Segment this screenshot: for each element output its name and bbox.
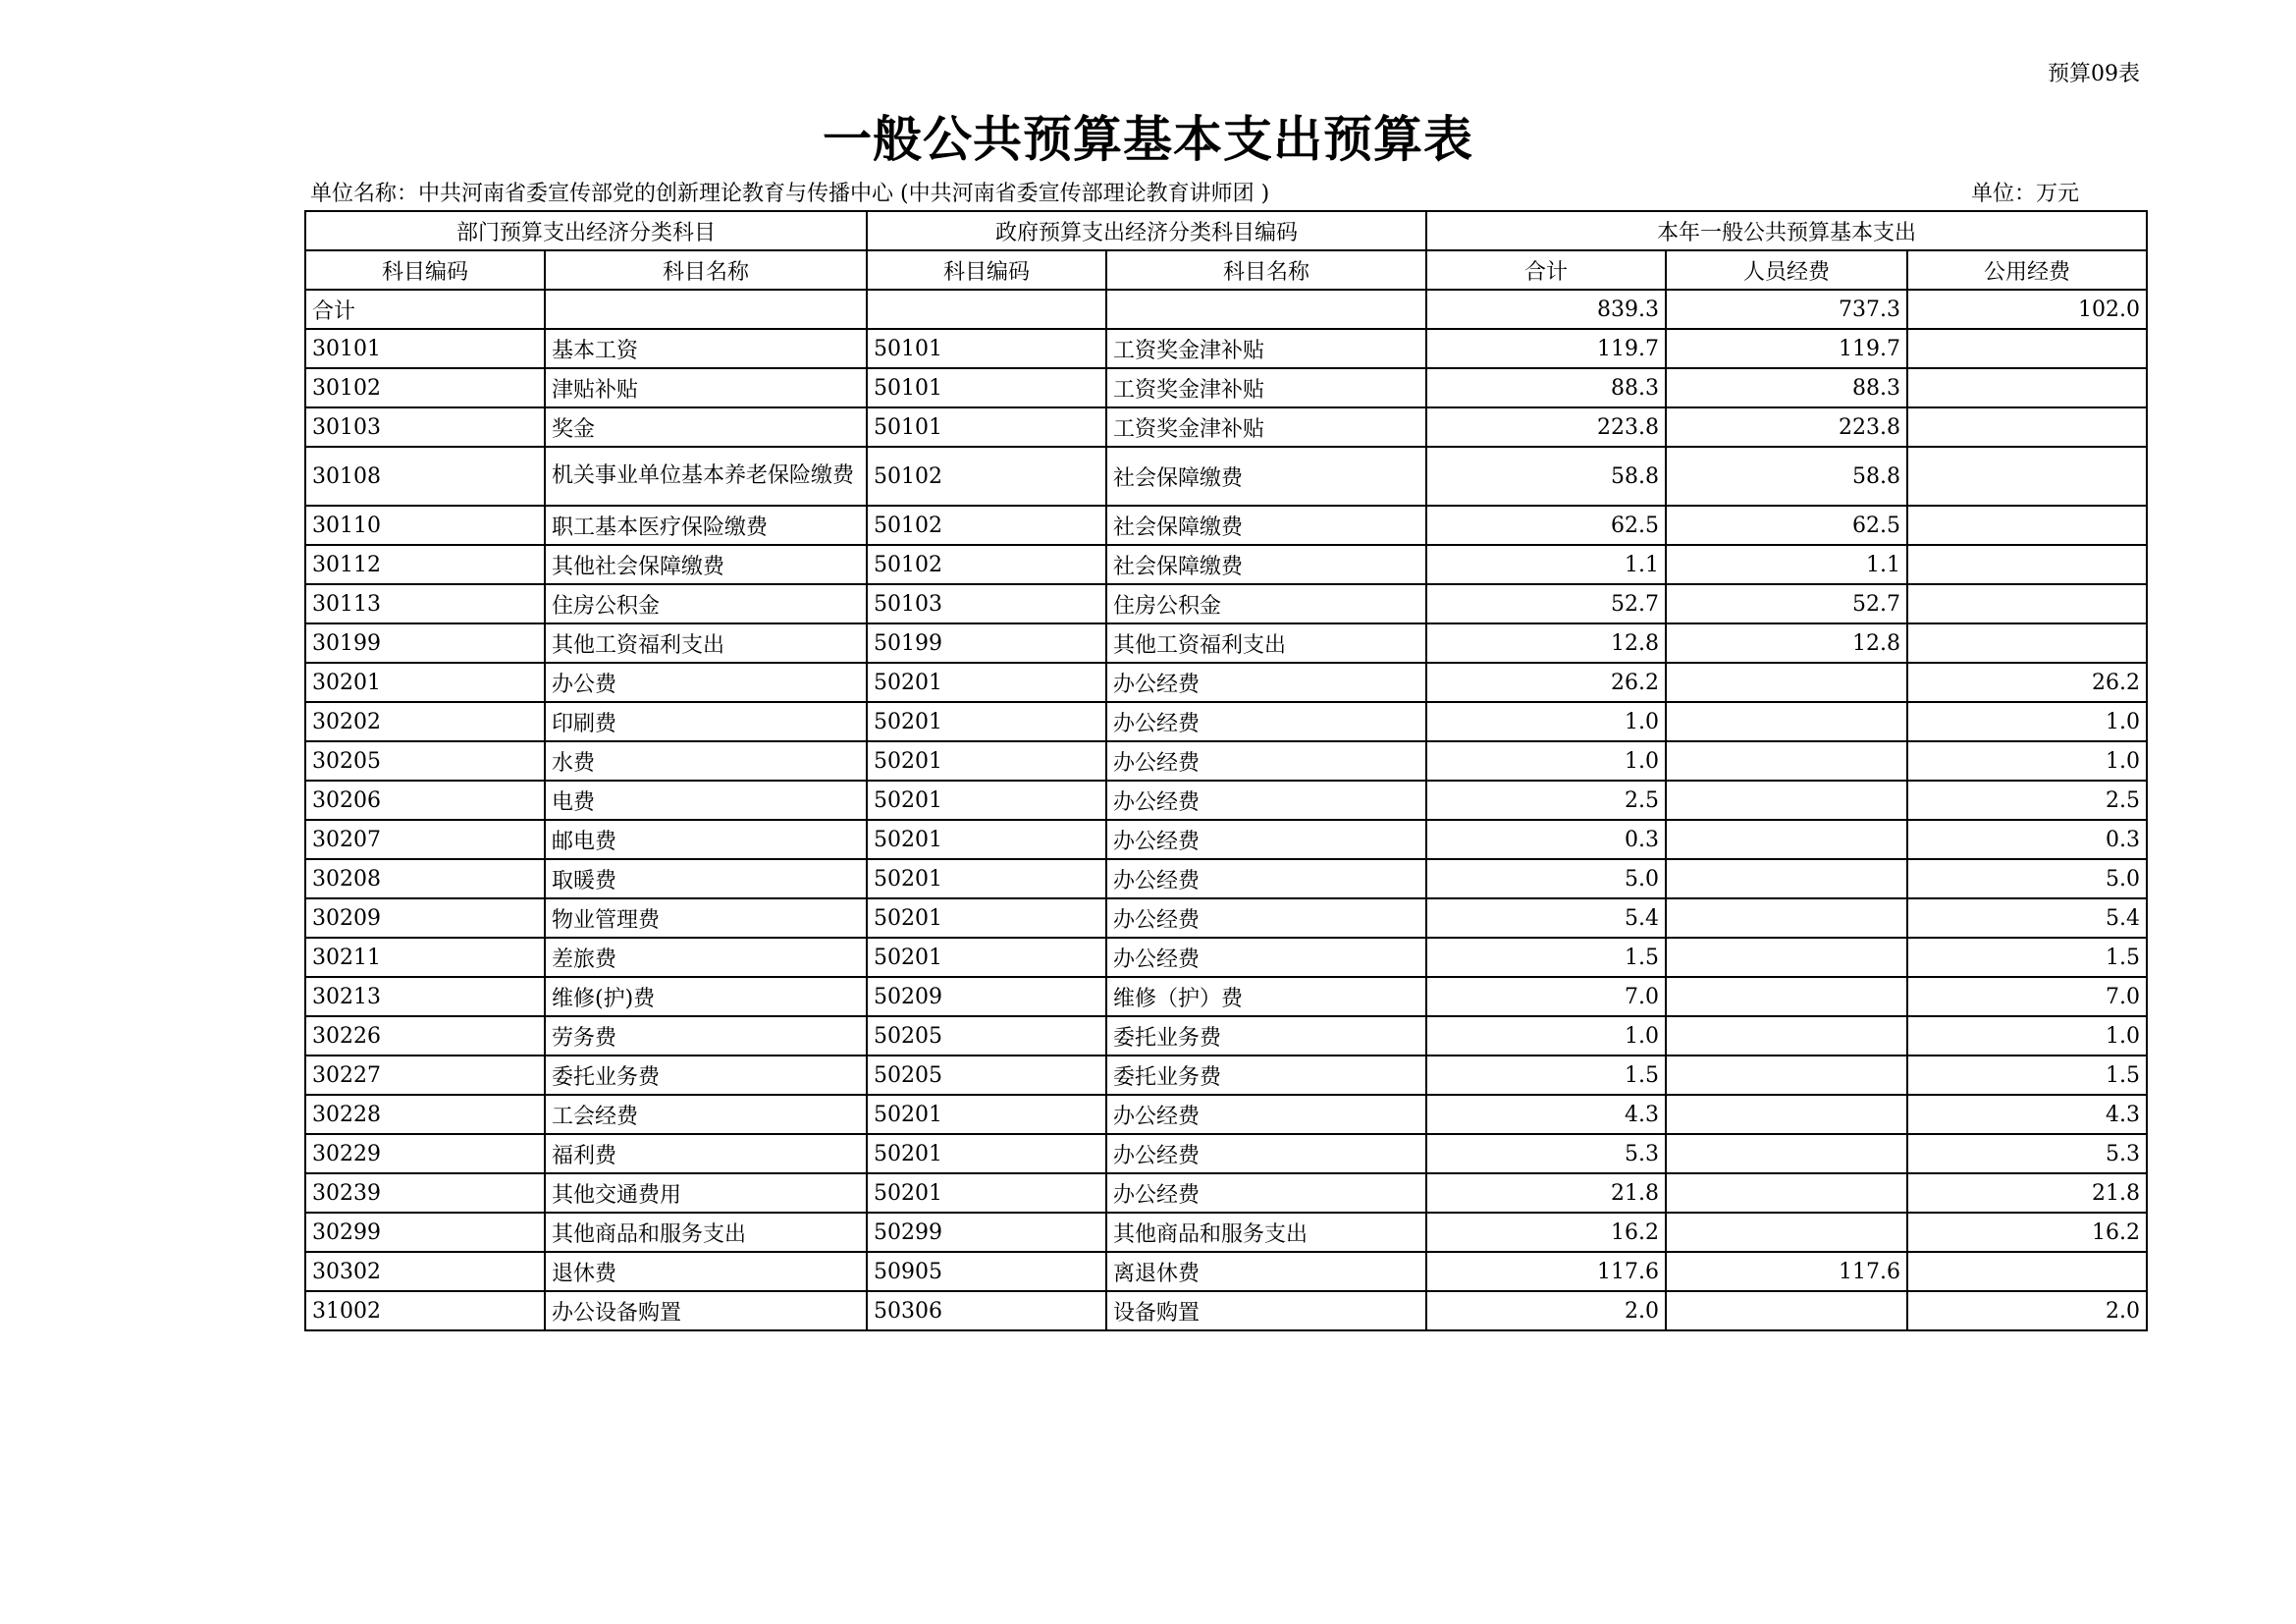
cell-personnel	[1666, 1173, 1907, 1213]
cell-gov-name: 设备购置	[1106, 1291, 1426, 1330]
cell-gov-code: 50205	[867, 1056, 1106, 1095]
cell-name: 津贴补贴	[545, 368, 867, 407]
unit-label: 单位：万元	[1971, 182, 2080, 206]
cell-sum: 5.3	[1426, 1134, 1666, 1173]
cell-code: 30205	[305, 741, 545, 781]
cell-gov-name: 社会保障缴费	[1106, 447, 1426, 506]
cell-gov-code: 50201	[867, 1173, 1106, 1213]
cell-name: 取暖费	[545, 859, 867, 898]
cell-name: 维修(护)费	[545, 977, 867, 1016]
cell-name: 办公费	[545, 663, 867, 702]
cell-sum: 52.7	[1426, 584, 1666, 623]
col-header-gov-code: 科目编码	[867, 250, 1106, 290]
cell-gov-code: 50209	[867, 977, 1106, 1016]
cell-public: 21.8	[1907, 1173, 2147, 1213]
cell-gov-name: 办公经费	[1106, 820, 1426, 859]
cell-gov-code: 50199	[867, 623, 1106, 663]
cell-code: 30101	[305, 329, 545, 368]
col-header-code: 科目编码	[305, 250, 545, 290]
header-group-dept: 部门预算支出经济分类科目	[305, 211, 867, 250]
cell-public	[1907, 584, 2147, 623]
cell-personnel	[1666, 938, 1907, 977]
cell-sum: 1.1	[1426, 545, 1666, 584]
cell-gov-name: 办公经费	[1106, 859, 1426, 898]
cell-gov-name: 委托业务费	[1106, 1056, 1426, 1095]
cell-sum: 62.5	[1426, 506, 1666, 545]
table-row	[305, 1134, 2147, 1173]
table-row	[305, 1213, 2147, 1252]
total-personnel: 737.3	[1666, 290, 1907, 329]
cell-gov-code: 50201	[867, 781, 1106, 820]
table-row	[305, 1291, 2147, 1330]
cell-name: 办公设备购置	[545, 1291, 867, 1330]
table-row	[305, 977, 2147, 1016]
cell-name: 住房公积金	[545, 584, 867, 623]
cell-sum: 58.8	[1426, 447, 1666, 506]
budget-table	[304, 210, 2148, 1331]
cell-personnel: 12.8	[1666, 623, 1907, 663]
cell-sum: 117.6	[1426, 1252, 1666, 1291]
cell-personnel: 223.8	[1666, 407, 1907, 447]
cell-name: 委托业务费	[545, 1056, 867, 1095]
table-row	[305, 1252, 2147, 1291]
cell-personnel: 1.1	[1666, 545, 1907, 584]
cell-public: 1.5	[1907, 1056, 2147, 1095]
cell-name: 其他商品和服务支出	[545, 1213, 867, 1252]
table-row	[305, 623, 2147, 663]
cell-name: 机关事业单位基本养老保险缴费	[545, 447, 867, 506]
table-row	[305, 1173, 2147, 1213]
cell-personnel	[1666, 859, 1907, 898]
cell-public: 4.3	[1907, 1095, 2147, 1134]
table-row	[305, 702, 2147, 741]
cell-sum: 12.8	[1426, 623, 1666, 663]
table-row	[305, 1016, 2147, 1056]
cell-gov-name: 工资奖金津补贴	[1106, 329, 1426, 368]
cell-public	[1907, 506, 2147, 545]
cell-code: 30229	[305, 1134, 545, 1173]
header-group-expense: 本年一般公共预算基本支出	[1426, 211, 2147, 250]
cell-sum: 223.8	[1426, 407, 1666, 447]
cell-public	[1907, 447, 2147, 506]
cell-sum: 1.0	[1426, 1016, 1666, 1056]
cell-sum: 1.0	[1426, 741, 1666, 781]
cell-gov-name: 其他商品和服务支出	[1106, 1213, 1426, 1252]
cell-public: 0.3	[1907, 820, 2147, 859]
cell-public: 2.5	[1907, 781, 2147, 820]
cell-sum: 16.2	[1426, 1213, 1666, 1252]
cell-public: 1.0	[1907, 702, 2147, 741]
cell-code: 30226	[305, 1016, 545, 1056]
cell-code: 30208	[305, 859, 545, 898]
cell-personnel	[1666, 1213, 1907, 1252]
table-row	[305, 898, 2147, 938]
table-row	[305, 506, 2147, 545]
cell-gov-name: 工资奖金津补贴	[1106, 407, 1426, 447]
cell-gov-code: 50201	[867, 859, 1106, 898]
cell-sum: 7.0	[1426, 977, 1666, 1016]
cell-name: 其他交通费用	[545, 1173, 867, 1213]
table-row	[305, 329, 2147, 368]
cell-name: 物业管理费	[545, 898, 867, 938]
cell-gov-code: 50201	[867, 741, 1106, 781]
cell-gov-code: 50102	[867, 506, 1106, 545]
cell-name: 其他工资福利支出	[545, 623, 867, 663]
cell-gov-name: 委托业务费	[1106, 1016, 1426, 1056]
table-row	[305, 545, 2147, 584]
cell-public	[1907, 545, 2147, 584]
cell-gov-code: 50102	[867, 545, 1106, 584]
table-row	[305, 938, 2147, 977]
col-header-name: 科目名称	[545, 250, 867, 290]
cell-personnel	[1666, 977, 1907, 1016]
cell-code: 30202	[305, 702, 545, 741]
cell-public: 5.4	[1907, 898, 2147, 938]
cell-gov-code: 50101	[867, 329, 1106, 368]
cell-gov-name: 离退休费	[1106, 1252, 1426, 1291]
cell-gov-code: 50306	[867, 1291, 1106, 1330]
cell-code: 30228	[305, 1095, 545, 1134]
col-header-public: 公用经费	[1907, 250, 2147, 290]
cell-gov-name: 办公经费	[1106, 1173, 1426, 1213]
cell-personnel	[1666, 781, 1907, 820]
cell-code: 30108	[305, 447, 545, 506]
cell-public	[1907, 623, 2147, 663]
cell-name: 水费	[545, 741, 867, 781]
cell-personnel: 62.5	[1666, 506, 1907, 545]
cell-gov-name: 办公经费	[1106, 781, 1426, 820]
cell-public	[1907, 368, 2147, 407]
cell-code: 30102	[305, 368, 545, 407]
cell-gov-name: 办公经费	[1106, 663, 1426, 702]
table-row	[305, 741, 2147, 781]
cell-personnel	[1666, 820, 1907, 859]
cell-gov-name: 办公经费	[1106, 702, 1426, 741]
cell-code: 30103	[305, 407, 545, 447]
cell-gov-code: 50201	[867, 820, 1106, 859]
cell-sum: 2.0	[1426, 1291, 1666, 1330]
table-row	[305, 781, 2147, 820]
cell-gov-name: 办公经费	[1106, 1134, 1426, 1173]
cell-public: 1.0	[1907, 741, 2147, 781]
cell-personnel	[1666, 741, 1907, 781]
cell-gov-code: 50205	[867, 1016, 1106, 1056]
cell-name: 印刷费	[545, 702, 867, 741]
cell-public: 5.3	[1907, 1134, 2147, 1173]
cell-public	[1907, 1252, 2147, 1291]
cell-public: 26.2	[1907, 663, 2147, 702]
cell-gov-name: 其他工资福利支出	[1106, 623, 1426, 663]
table-row	[305, 1095, 2147, 1134]
cell-name: 基本工资	[545, 329, 867, 368]
cell-code: 30211	[305, 938, 545, 977]
cell-gov-name: 住房公积金	[1106, 584, 1426, 623]
table-row	[305, 368, 2147, 407]
cell-personnel: 119.7	[1666, 329, 1907, 368]
cell-sum: 0.3	[1426, 820, 1666, 859]
cell-personnel	[1666, 1056, 1907, 1095]
cell-public	[1907, 329, 2147, 368]
cell-sum: 1.5	[1426, 1056, 1666, 1095]
cell-gov-name: 办公经费	[1106, 898, 1426, 938]
cell-name: 奖金	[545, 407, 867, 447]
cell-public: 5.0	[1907, 859, 2147, 898]
cell-gov-name: 社会保障缴费	[1106, 545, 1426, 584]
cell-gov-code: 50299	[867, 1213, 1106, 1252]
cell-code: 30299	[305, 1213, 545, 1252]
table-row	[305, 859, 2147, 898]
cell-public: 7.0	[1907, 977, 2147, 1016]
cell-name: 工会经费	[545, 1095, 867, 1134]
cell-name: 退休费	[545, 1252, 867, 1291]
total-sum: 839.3	[1426, 290, 1666, 329]
cell-personnel: 88.3	[1666, 368, 1907, 407]
cell-gov-name: 社会保障缴费	[1106, 506, 1426, 545]
cell-name: 其他社会保障缴费	[545, 545, 867, 584]
cell-code: 30227	[305, 1056, 545, 1095]
cell-personnel	[1666, 1134, 1907, 1173]
cell-personnel	[1666, 1016, 1907, 1056]
cell-name: 邮电费	[545, 820, 867, 859]
cell-gov-code: 50201	[867, 663, 1106, 702]
cell-personnel: 58.8	[1666, 447, 1907, 506]
cell-code: 30199	[305, 623, 545, 663]
table-row	[305, 447, 2147, 506]
cell-code: 30113	[305, 584, 545, 623]
cell-name: 电费	[545, 781, 867, 820]
cell-sum: 4.3	[1426, 1095, 1666, 1134]
cell-gov-name: 办公经费	[1106, 1095, 1426, 1134]
cell-gov-name: 办公经费	[1106, 938, 1426, 977]
cell-personnel: 117.6	[1666, 1252, 1907, 1291]
cell-code: 30110	[305, 506, 545, 545]
cell-public: 1.0	[1907, 1016, 2147, 1056]
cell-code: 30201	[305, 663, 545, 702]
col-header-gov-name: 科目名称	[1106, 250, 1426, 290]
col-header-personnel: 人员经费	[1666, 250, 1907, 290]
cell-code: 30206	[305, 781, 545, 820]
cell-code: 30207	[305, 820, 545, 859]
cell-sum: 21.8	[1426, 1173, 1666, 1213]
cell-sum: 2.5	[1426, 781, 1666, 820]
cell-code: 30209	[305, 898, 545, 938]
cell-name: 差旅费	[545, 938, 867, 977]
header-group-gov: 政府预算支出经济分类科目编码	[867, 211, 1426, 250]
cell-personnel	[1666, 1291, 1907, 1330]
cell-public: 1.5	[1907, 938, 2147, 977]
cell-sum: 1.5	[1426, 938, 1666, 977]
cell-personnel: 52.7	[1666, 584, 1907, 623]
cell-gov-name: 工资奖金津补贴	[1106, 368, 1426, 407]
total-public: 102.0	[1907, 290, 2147, 329]
cell-public: 2.0	[1907, 1291, 2147, 1330]
cell-personnel	[1666, 898, 1907, 938]
page-code: 预算09表	[2048, 62, 2140, 86]
cell-gov-code: 50102	[867, 447, 1106, 506]
unit-name: 单位名称：中共河南省委宣传部党的创新理论教育与传播中心 (中共河南省委宣传部理论教育讲师团 )	[310, 182, 1270, 206]
cell-name: 劳务费	[545, 1016, 867, 1056]
cell-gov-code: 50201	[867, 1134, 1106, 1173]
cell-personnel	[1666, 702, 1907, 741]
cell-gov-code: 50905	[867, 1252, 1106, 1291]
cell-personnel	[1666, 663, 1907, 702]
cell-gov-code: 50103	[867, 584, 1106, 623]
cell-code: 30213	[305, 977, 545, 1016]
cell-name: 职工基本医疗保险缴费	[545, 506, 867, 545]
cell-sum: 5.4	[1426, 898, 1666, 938]
cell-gov-code: 50201	[867, 898, 1106, 938]
cell-gov-code: 50201	[867, 938, 1106, 977]
total-row	[305, 290, 2147, 329]
cell-code: 30302	[305, 1252, 545, 1291]
cell-gov-name: 维修（护）费	[1106, 977, 1426, 1016]
cell-code: 31002	[305, 1291, 545, 1330]
cell-gov-code: 50201	[867, 702, 1106, 741]
cell-sum: 26.2	[1426, 663, 1666, 702]
page-title: 一般公共预算基本支出预算表	[823, 110, 1473, 168]
table-row	[305, 820, 2147, 859]
table-row	[305, 407, 2147, 447]
cell-gov-name: 办公经费	[1106, 741, 1426, 781]
table-row	[305, 1056, 2147, 1095]
col-header-sum: 合计	[1426, 250, 1666, 290]
cell-public: 16.2	[1907, 1213, 2147, 1252]
cell-gov-code: 50101	[867, 368, 1106, 407]
cell-personnel	[1666, 1095, 1907, 1134]
cell-sum: 5.0	[1426, 859, 1666, 898]
cell-public	[1907, 407, 2147, 447]
cell-code: 30112	[305, 545, 545, 584]
table-row	[305, 584, 2147, 623]
cell-sum: 1.0	[1426, 702, 1666, 741]
cell-sum: 88.3	[1426, 368, 1666, 407]
cell-gov-code: 50101	[867, 407, 1106, 447]
table-row	[305, 663, 2147, 702]
cell-code: 30239	[305, 1173, 545, 1213]
cell-gov-code: 50201	[867, 1095, 1106, 1134]
cell-sum: 119.7	[1426, 329, 1666, 368]
total-label: 合计	[305, 290, 545, 329]
cell-name: 福利费	[545, 1134, 867, 1173]
